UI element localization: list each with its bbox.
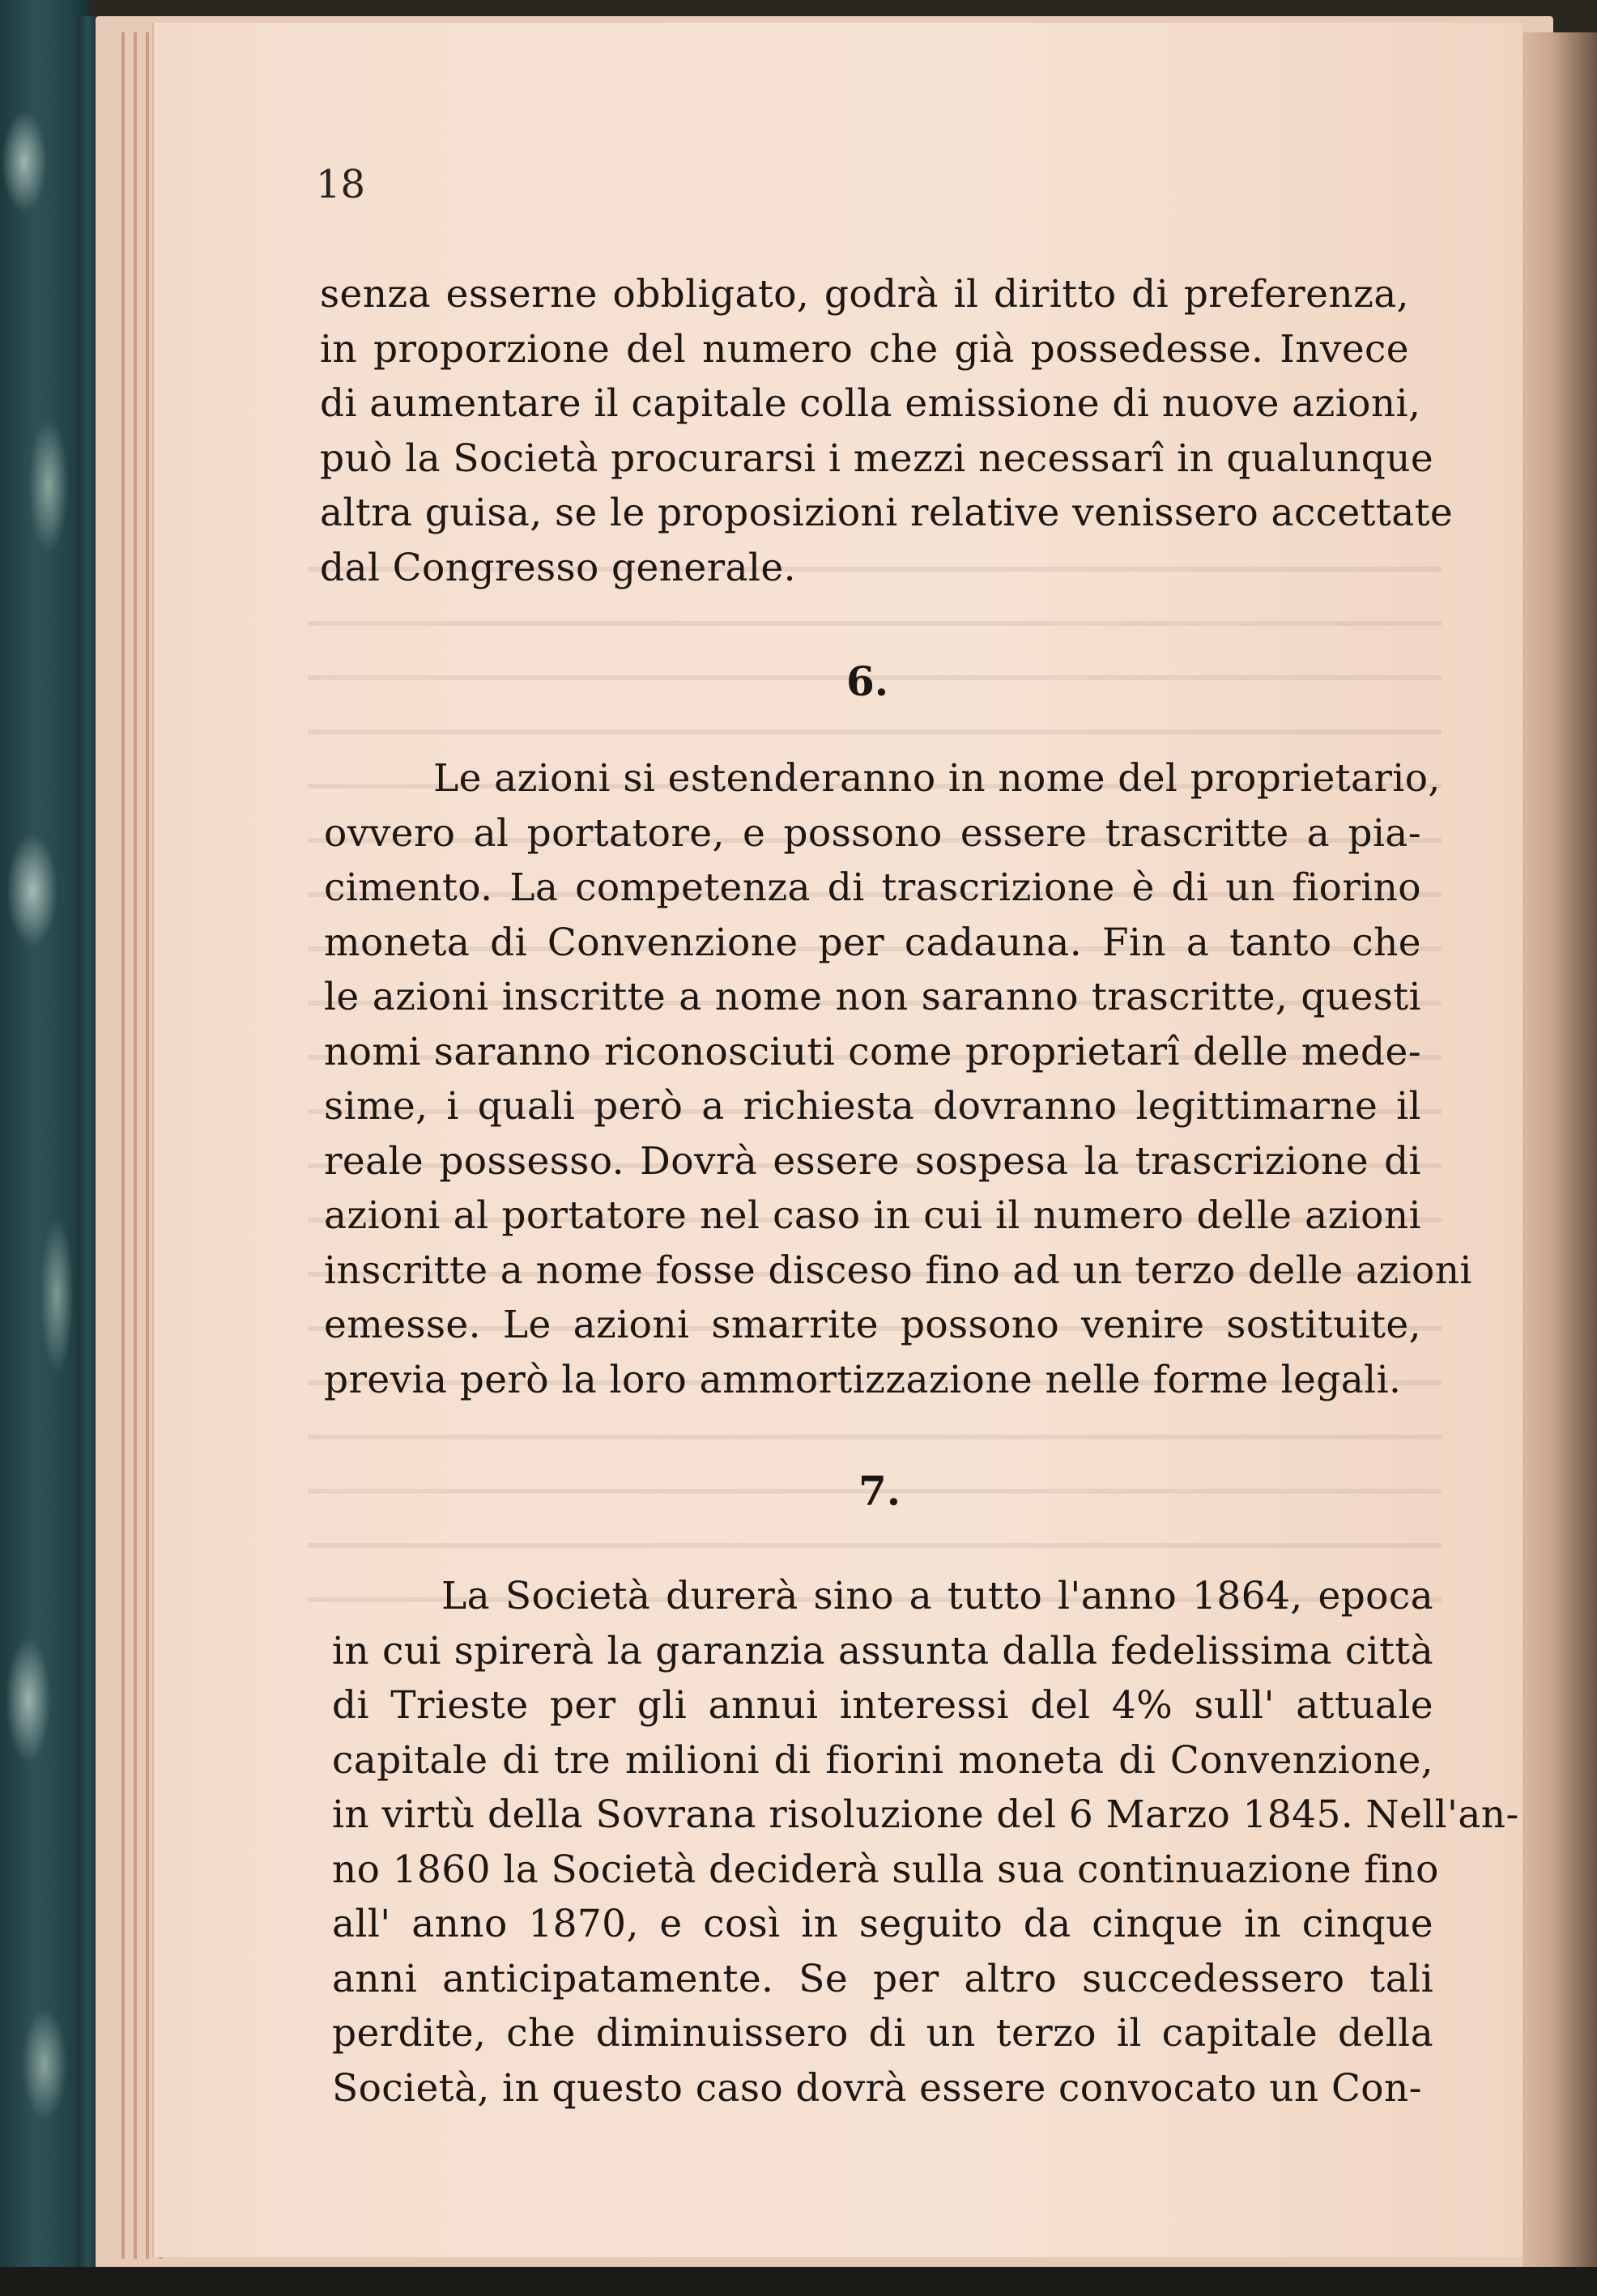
page-edge-line [121,32,125,2259]
text-line: anni anticipatamente. Se per altro succedessero tali [332,1956,1433,2001]
text-line: previa però la loro ammortizzazione nelle forme legali. [324,1357,1402,1402]
section-number-6: 6. [846,657,889,705]
text-line: Società, in questo caso dovrà essere convocato un Con- [332,2065,1422,2111]
text-line: di aumentare il capitale colla emissione di nuove azioni, [320,381,1421,426]
text-line: emesse. Le azioni smarrite possono venire sostituite, [324,1303,1421,1347]
section-number-7: 7. [858,1467,901,1515]
text-line: azioni al portatore nel caso in cui il numero delle azioni [324,1193,1421,1238]
text-line: le azioni inscritte a nome non saranno trascritte, questi [324,975,1421,1019]
page-gutter-shadow [1522,32,1597,2275]
page-edge-line [146,32,149,2259]
text-line: inscritte a nome fosse disceso fino ad un terzo delle azioni [324,1248,1472,1293]
text-line: reale possesso. Dovrà essere sospesa la trascrizione di [324,1138,1421,1184]
book-spine-marbled [0,0,89,2296]
text-line: perdite, che diminuissero di un terzo il capitale della [332,2011,1433,2056]
text-line: altra guisa, se le proposizioni relative venissero accettate [320,491,1454,535]
paragraph-1 [320,267,1454,595]
text-line: in virtù della Sovrana risoluzione del 6 Marzo 1845. Nell'an- [332,1792,1519,1837]
text-line: sime, i quali però a richiesta dovranno legittimarne il [324,1084,1421,1129]
text-line: all' anno 1870, e così in seguito da cinque in cinque [332,1902,1433,1946]
text-line: in proporzione del numero che già possedesse. Invece [320,326,1409,372]
text-line: di Trieste per gli annui interessi del 4% sull' attuale [332,1683,1433,1728]
text-line: no 1860 la Società deciderà sulla sua continuazione fino [332,1847,1439,1892]
text-line: nomi saranno riconosciuti come proprietarî delle mede- [324,1029,1421,1074]
page-edge-line [134,32,137,2259]
text-line: in cui spirerà la garanzia assunta dalla fedelissima città [332,1628,1433,1673]
text-line: può la Società procurarsi i mezzi necessarî in qualunque [320,436,1434,481]
page-number: 18 [316,162,366,207]
paragraph-3 [332,1569,1519,2115]
text-line: capitale di tre milioni di fiorini moneta di Convenzione, [332,1737,1433,1783]
text-line: ovvero al portatore, e possono essere trascritte a pia- [324,810,1421,856]
text-line: senza esserne obbligato, godrà il diritto di preferenza, [320,272,1409,317]
text-line: dal Congresso generale. [320,545,796,590]
text-line: cimento. La competenza di trascrizione è di un fiorino [324,865,1421,910]
text-line: Le azioni si estenderanno in nome del proprietario, [433,756,1441,801]
text-line: moneta di Convenzione per cadauna. Fin a tanto che [324,920,1421,965]
scan-border [0,2267,1597,2296]
paragraph-2 [324,751,1472,1407]
text-line: La Società durerà sino a tutto l'anno 1864, epoca [441,1574,1433,1618]
